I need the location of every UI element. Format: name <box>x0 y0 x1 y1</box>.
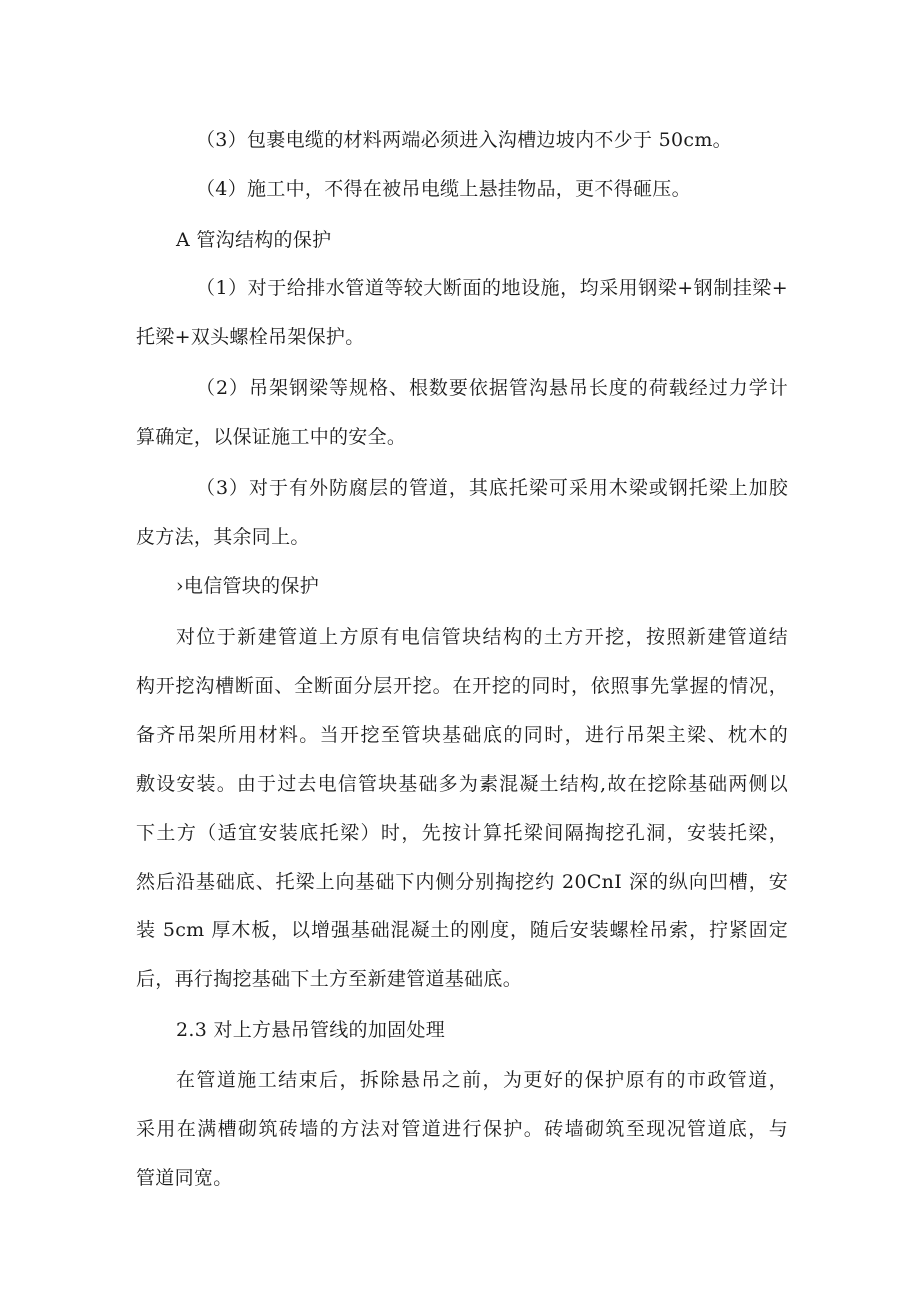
text-line-8: （3）对于有外防腐层的管道，其底托梁可采用木梁或钢托梁上加胶 <box>196 477 788 499</box>
text-line-1: （3）包裹电缆的材料两端必须进入沟槽边坡内不少于 50cm。 <box>196 129 732 151</box>
text-line-18: 后，再行掏挖基础下土方至新建管道基础底。 <box>136 968 523 990</box>
text-line-11: 对位于新建管道上方原有电信管块结构的土方开挖，按照新建管道结 <box>176 626 788 648</box>
text-line-17: 装 5cm 厚木板，以增强基础混凝土的刚度，随后安装螺栓吊索，拧紧固定 <box>136 919 788 941</box>
text-line-2: （4）施工中，不得在被吊电缆上悬挂物品，更不得砸压。 <box>196 178 691 200</box>
text-line-12: 构开挖沟槽断面、全断面分层开挖。在开挖的同时，依照事先掌握的情况， <box>136 675 788 697</box>
text-line-15: 下土方（适宜安装底托梁）时，先按计算托梁间隔掏挖孔洞，安装托梁， <box>136 822 788 844</box>
text-line-4: （1）对于给排水管道等较大断面的地设施，均采用钢梁+钢制挂梁+ <box>196 277 788 299</box>
text-line-7: 算确定，以保证施工中的安全。 <box>136 426 407 448</box>
text-line-20: 在管道施工结束后，拆除悬吊之前，为更好的保护原有的市政管道， <box>176 1069 788 1091</box>
text-line-14: 敷设安装。由于过去电信管块基础多为素混凝土结构,故在挖除基础两侧以 <box>136 773 788 795</box>
section-heading-2-3: 2.3 对上方悬吊管线的加固处理 <box>176 1019 446 1041</box>
text-line-5: 托梁+双头螺栓吊架保护。 <box>136 326 365 348</box>
text-line-22: 管道同宽。 <box>136 1167 233 1189</box>
section-heading-telecom: ›电信管块的保护 <box>176 575 319 597</box>
text-line-6: （2）吊架钢梁等规格、根数要依据管沟悬吊长度的荷载经过力学计 <box>196 377 788 399</box>
text-line-9: 皮方法，其余同上。 <box>136 526 310 548</box>
text-line-13: 备齐吊架所用材料。当开挖至管块基础底的同时，进行吊架主梁、枕木的 <box>136 724 788 746</box>
section-heading-a: A 管沟结构的保护 <box>176 229 332 251</box>
text-line-16: 然后沿基础底、托梁上向基础下内侧分别掏挖约 20CnI 深的纵向凹槽，安 <box>136 871 788 893</box>
text-line-21: 采用在满槽砌筑砖墙的方法对管道进行保护。砖墙砌筑至现况管道底，与 <box>136 1118 788 1140</box>
